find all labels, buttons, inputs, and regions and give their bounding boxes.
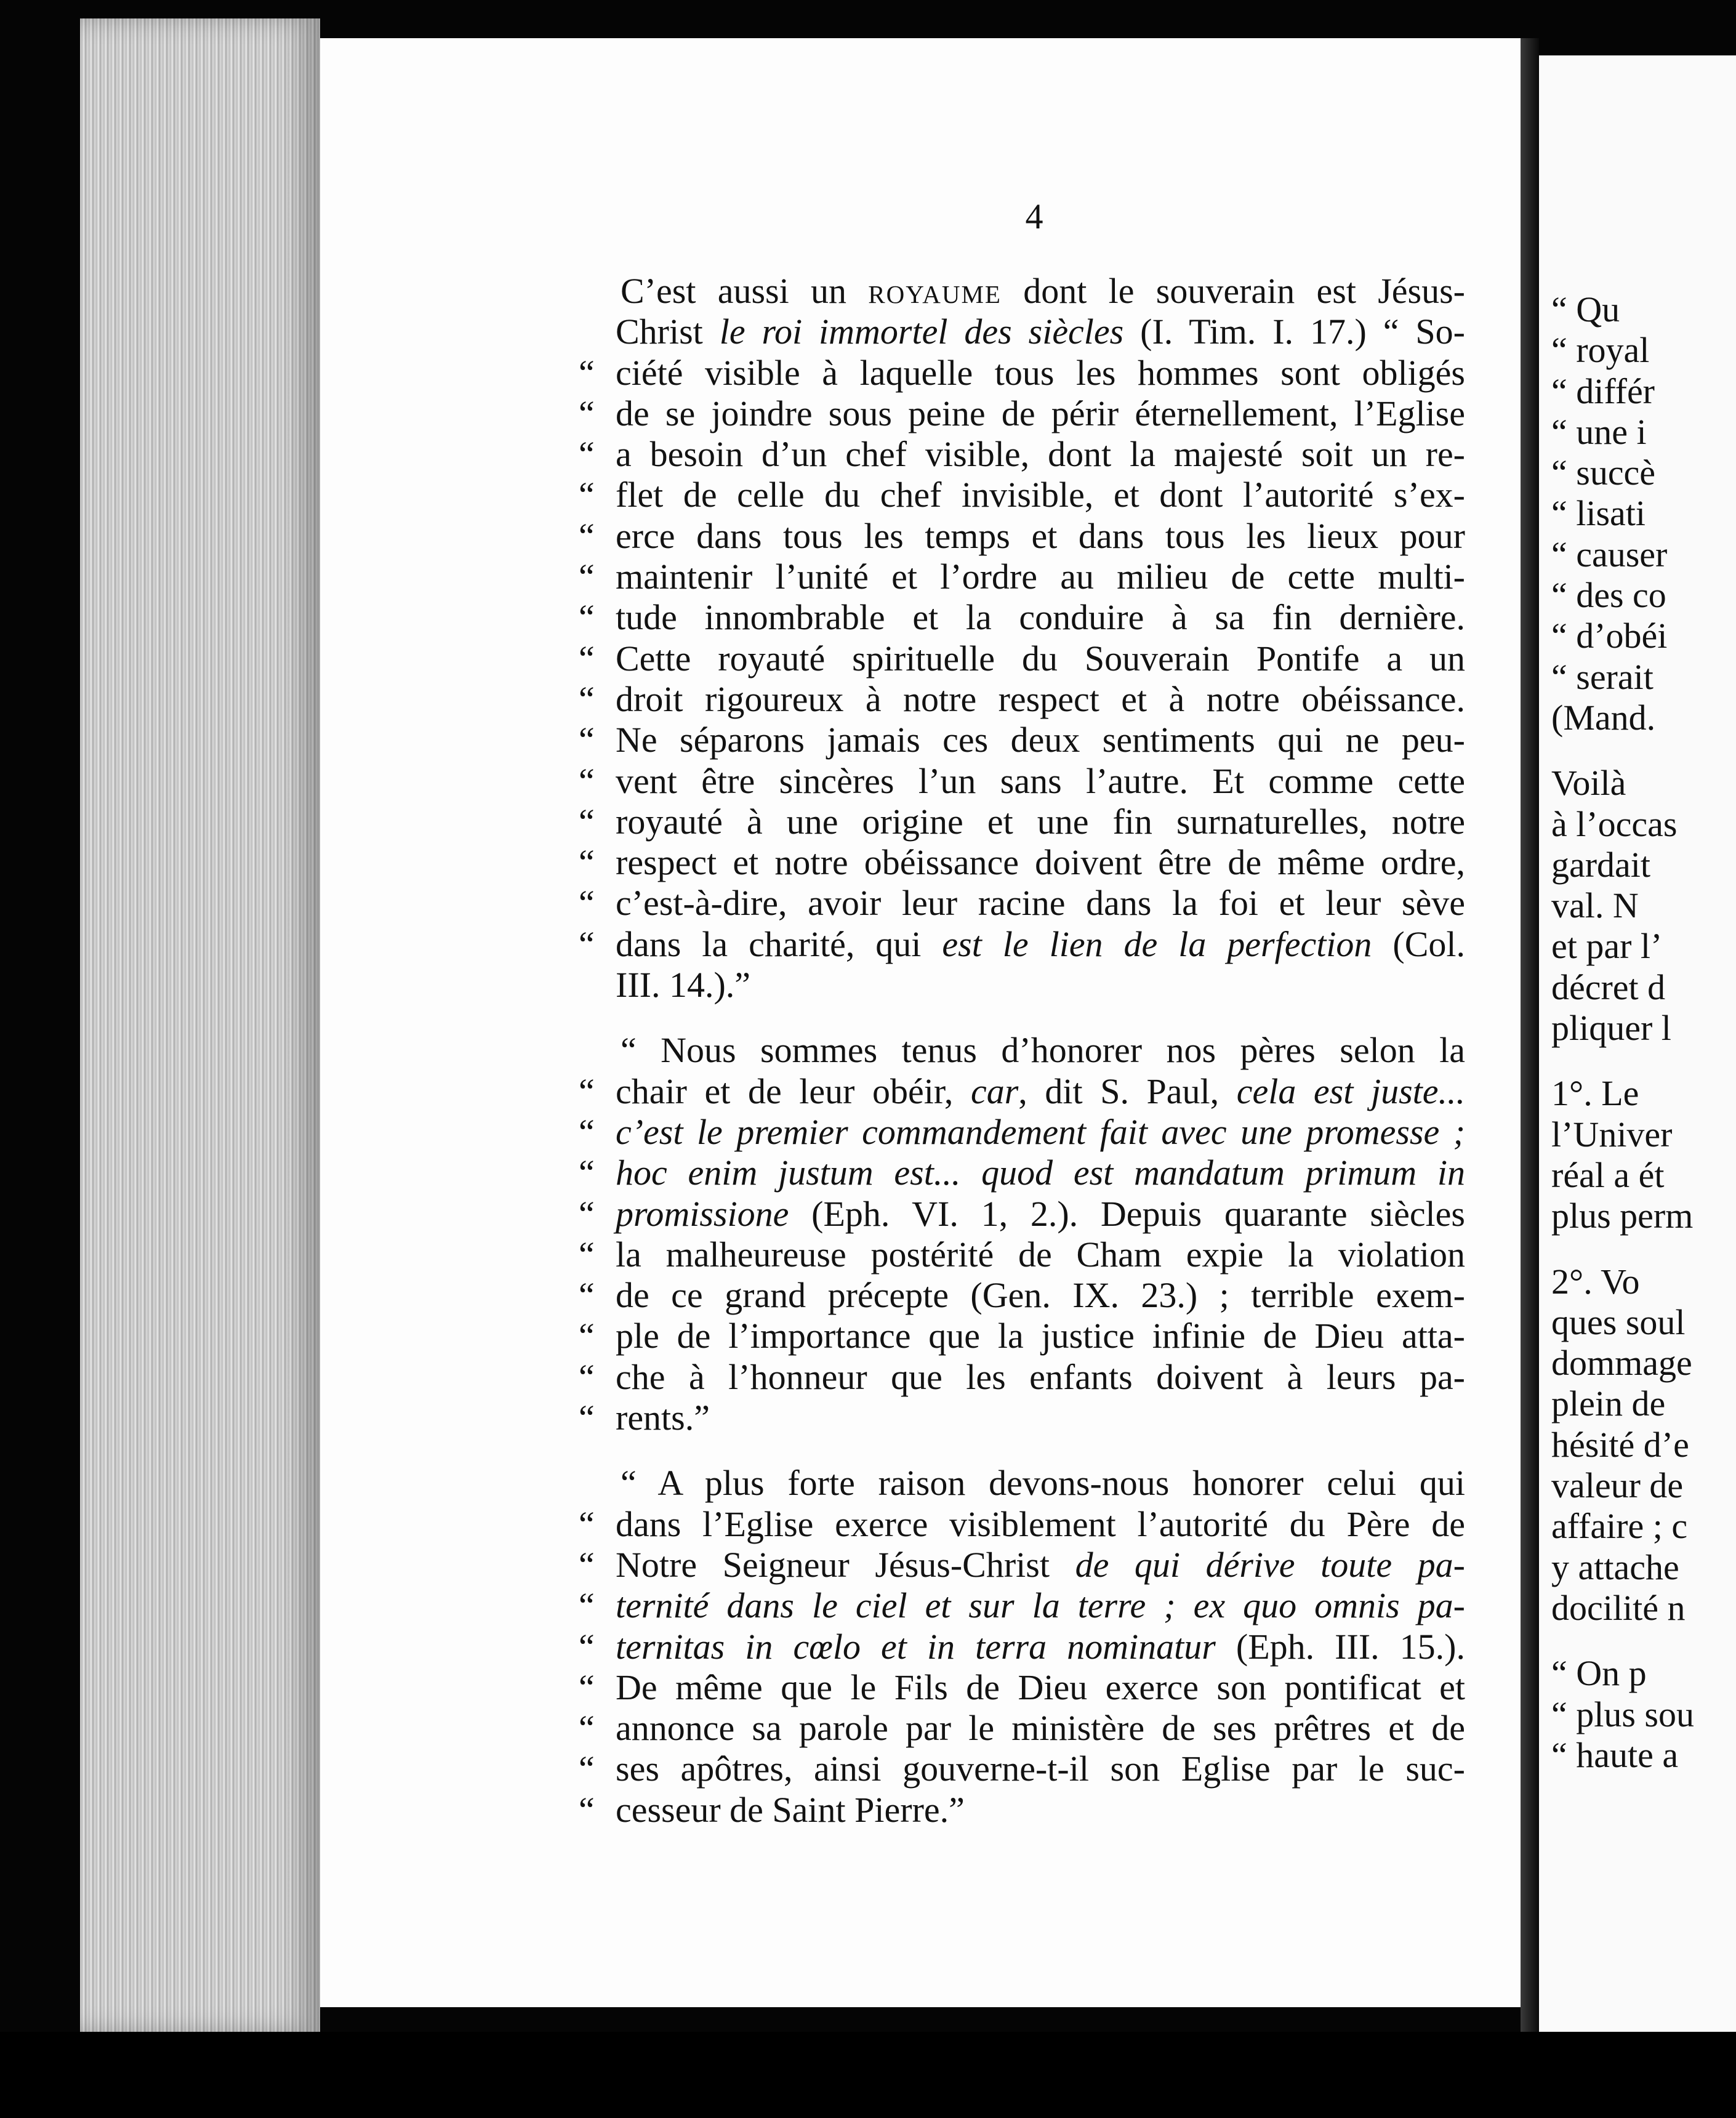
quote-mark: “ [579,1504,595,1544]
line-text: ses apôtres, ainsi gouverne-t-il son Eglise par le suc- [616,1749,1465,1789]
paragraph-gap [579,1438,1465,1463]
text-line [579,1194,1465,1234]
right-text-line: décret d [1551,967,1666,1007]
text-line [579,842,1465,883]
quote-mark: “ [579,1544,595,1585]
right-text-line: docilité n [1551,1587,1686,1628]
paragraph-gap [579,1005,1465,1030]
quote-mark: “ [579,1626,595,1667]
text-line [579,1357,1465,1398]
right-text-line: 1°. Le [1551,1073,1639,1114]
quote-mark: “ [579,760,595,801]
right-text-line: Voilà [1551,763,1626,803]
text-line [579,353,1465,393]
quote-mark: “ [579,801,595,842]
right-text-line: et par l’ [1551,926,1663,967]
book-gutter [1521,38,1539,2032]
line-text: C’est aussi un royaume dont le souverain est Jésus- [621,271,1465,311]
quote-mark: “ [579,678,595,719]
text-line [579,1585,1465,1626]
quote-mark: “ [579,638,595,678]
quote-mark: “ [579,557,595,597]
text-line [579,965,1465,1005]
line-text: De même que le Fils de Dieu exerce son pontificat et [616,1667,1465,1707]
text-line [579,516,1465,557]
right-text-line: “ des co [1551,575,1666,616]
right-text-line: l’Univer [1551,1114,1673,1154]
text-line [579,679,1465,720]
line-text: erce dans tous les temps et dans tous les lieux pour [616,515,1465,556]
quote-mark: “ [579,1275,595,1316]
line-text: flet de celle du chef invisible, et dont l’autorité s’ex- [616,475,1465,515]
right-text-line: “ succè [1551,453,1656,493]
right-page-text [1551,289,1736,1776]
text-line [579,597,1465,638]
quote-mark: “ [579,720,595,760]
line-text: Notre Seigneur Jésus-Christ de qui dérive toute pa- [616,1544,1465,1585]
text-line [579,434,1465,475]
right-text-line: val. N [1551,885,1639,926]
right-text-line: à l’occas [1551,803,1678,844]
line-text: che à l’honneur que les enfants doivent à leurs pa- [616,1356,1465,1397]
line-text: hoc enim justum est... quod est mandatum primum in [616,1153,1465,1193]
right-text-line: “ royal [1551,330,1650,371]
text-line [579,1316,1465,1356]
line-text: ciété visible à laquelle tous les hommes sont obligés [616,352,1465,393]
quote-mark: “ [579,1193,595,1234]
text-line [579,1071,1465,1112]
right-text-line: “ d’obéi [1551,616,1668,656]
right-text-line: pliquer l [1551,1008,1671,1049]
text-line [579,638,1465,679]
text-line [579,557,1465,597]
quote-mark: “ [579,883,595,924]
line-text: a besoin d’un chef visible, dont la majesté soit un re- [616,434,1465,475]
line-text: dans la charité, qui est le lien de la perfection (Col. [616,924,1466,964]
line-text: III. 14.).” [616,965,751,1005]
right-text-line: réal a ét [1551,1154,1665,1195]
paragraph-gap [1551,1237,1736,1262]
text-line [579,720,1465,760]
line-text: de se joindre sous peine de périr éternellement, l’Eglise [616,393,1465,433]
text-line [579,475,1465,515]
line-text: cesseur de Saint Pierre.” [616,1789,965,1830]
right-text-line: “ Qu [1551,289,1620,329]
line-text: droit rigoureux à notre respect et à notre obéissance. [616,678,1465,719]
paragraph-gap [1551,1629,1736,1653]
quote-mark: “ [579,1585,595,1626]
line-text: Ne séparons jamais ces deux sentiments qui ne peu- [616,720,1465,760]
text-line [579,924,1465,965]
text-line [579,1275,1465,1316]
line-text: ple de l’importance que la justice infinie de Dieu atta- [616,1316,1465,1356]
right-text-line: “ différ [1551,371,1655,411]
right-text-line: “ serait [1551,656,1654,697]
right-text-line: hésité d’e [1551,1424,1689,1465]
right-text-line: “ lisati [1551,493,1646,534]
right-text-line: affaire ; c [1551,1506,1688,1547]
line-text: “ A plus forte raison devons-nous honorer celui qui [621,1463,1465,1504]
right-text-line: valeur de [1551,1465,1684,1506]
quote-mark: “ [579,1071,595,1111]
quote-mark: “ [579,515,595,556]
right-text-line: y attache [1551,1547,1679,1587]
line-text: dans l’Eglise exerce visiblement l’autorité du Père de [616,1504,1465,1544]
line-text: “ Nous sommes tenus d’honorer nos pères selon la [621,1030,1465,1071]
quote-mark: “ [579,434,595,475]
quote-mark: “ [579,1749,595,1789]
right-text-line: “ plus sou [1551,1694,1694,1734]
text-line [579,271,1465,312]
quote-mark: “ [579,393,595,433]
text-line [579,802,1465,842]
line-text: tude innombrable et la conduire à sa fin dernière. [616,597,1465,638]
right-text-line: dommage [1551,1343,1692,1383]
quote-mark: “ [579,1153,595,1193]
main-text-block [579,271,1465,1830]
right-text-line: 2°. Vo [1551,1261,1640,1302]
text-line [579,1627,1465,1667]
line-text: respect et notre obéissance doivent être de même ordre, [616,842,1465,883]
quote-mark: “ [579,842,595,883]
line-text: c’est le premier commandement fait avec une promesse ; [616,1111,1465,1152]
text-line [579,1030,1465,1071]
quote-mark: “ [579,352,595,393]
line-text: chair et de leur obéir, car, dit S. Paul, cela est juste... [616,1071,1465,1111]
line-text: promissione (Eph. VI. 1, 2.). Depuis quarante siècles [616,1193,1465,1234]
line-text: de ce grand précepte (Gen. IX. 23.) ; terrible exem- [616,1275,1465,1316]
text-line [579,1790,1465,1830]
line-text: la malheureuse postérité de Cham expie la violation [616,1234,1465,1274]
text-line [579,1749,1465,1789]
line-text: Christ le roi immortel des siècles (I. Tim. I. 17.) “ So- [616,312,1465,352]
quote-mark: “ [579,1234,595,1274]
text-line [579,1153,1465,1193]
quote-mark [579,965,616,1005]
quote-mark: “ [579,1356,595,1397]
page-number: 4 [1025,196,1043,236]
quote-mark: “ [579,1708,595,1749]
line-text: royauté à une origine et une fin surnaturelles, notre [616,801,1465,842]
text-line [579,1504,1465,1545]
right-text-line: “ On p [1551,1653,1647,1694]
paragraph-gap [1551,738,1736,763]
quote-mark: “ [579,924,595,964]
text-line [579,312,1465,352]
quote-mark: “ [579,1316,595,1356]
right-text-line: ques soul [1551,1302,1686,1342]
quote-mark: “ [579,1667,595,1707]
line-text: c’est-à-dire, avoir leur racine dans la foi et leur sève [616,883,1465,924]
text-line [579,1463,1465,1504]
right-text-line: “ causer [1551,534,1668,574]
line-text: maintenir l’unité et l’ordre au milieu de cette multi- [616,557,1465,597]
scan-border [0,2032,1736,2118]
right-text-line: plus perm [1551,1196,1694,1236]
line-text: vent être sincères l’un sans l’autre. Et comme cette [616,760,1465,801]
right-text-line: gardait [1551,844,1651,885]
quote-mark: “ [579,1398,595,1438]
text-line [579,883,1465,924]
text-line [579,1545,1465,1585]
line-text: rents.” [616,1398,710,1438]
quote-mark: “ [579,597,595,638]
text-line [579,1112,1465,1153]
text-line [579,1398,1465,1438]
text-line [579,1708,1465,1749]
line-text: annonce sa parole par le ministère de ses prêtres et de [616,1708,1465,1749]
text-line [579,1234,1465,1275]
line-text: Cette royauté spirituelle du Souverain Pontife a un [616,638,1465,678]
paragraph-gap [1551,1049,1736,1073]
right-text-line: “ une i [1551,411,1647,452]
right-text-line: plein de [1551,1383,1666,1424]
text-line [579,1667,1465,1708]
quote-mark [579,312,616,352]
line-text: ternité dans le ciel et sur la terre ; ex quo omnis pa- [616,1585,1465,1626]
text-line [579,761,1465,802]
quote-mark: “ [579,1111,595,1152]
page-stack-edges [80,18,320,2032]
right-text-line: (Mand. [1551,697,1656,738]
quote-mark: “ [579,1789,595,1830]
line-text: ternitas in cœlo et in terra nominatur (Eph. III. 15.). [616,1626,1465,1667]
right-text-line: “ haute a [1551,1734,1679,1775]
quote-mark: “ [579,475,595,515]
text-line [579,393,1465,434]
